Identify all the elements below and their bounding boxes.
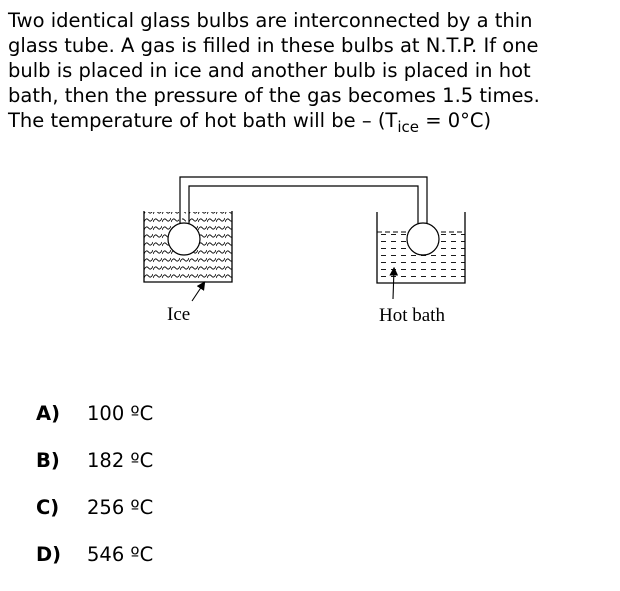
question-line: glass tube. A gas is filled in these bulbs at N.T.P. If one [8,34,539,57]
option-value: 256 ºC [87,496,154,519]
question-line: bath, then the pressure of the gas becomes 1.5 times. [8,84,540,107]
option-key: B) [36,449,60,472]
option-value: 546 ºC [87,543,154,566]
option-key: C) [36,496,60,519]
question-line-prefix: The temperature of hot bath will be – (T [8,109,398,132]
option-c[interactable] [36,484,153,531]
ice-arrow [192,283,204,301]
question-line: Two identical glass bulbs are interconnected by a thin [8,9,533,32]
option-key: D) [36,543,62,566]
option-key: A) [36,402,61,425]
question-line: bulb is placed in ice and another bulb is placed in hot [8,59,531,82]
ice-subscript: ice [397,118,419,136]
hot-bath-bulb [407,223,439,255]
hot-bath-label: Hot bath [379,305,445,326]
option-b[interactable] [36,437,153,484]
option-value: 100 ºC [87,402,154,425]
ice-bulb [168,223,200,255]
answer-options [36,390,153,578]
question-line-suffix: = 0°C) [419,109,492,132]
option-d[interactable] [36,531,153,578]
option-value: 182 ºC [87,449,154,472]
ice-label: Ice [167,304,191,325]
option-a[interactable] [36,390,153,437]
